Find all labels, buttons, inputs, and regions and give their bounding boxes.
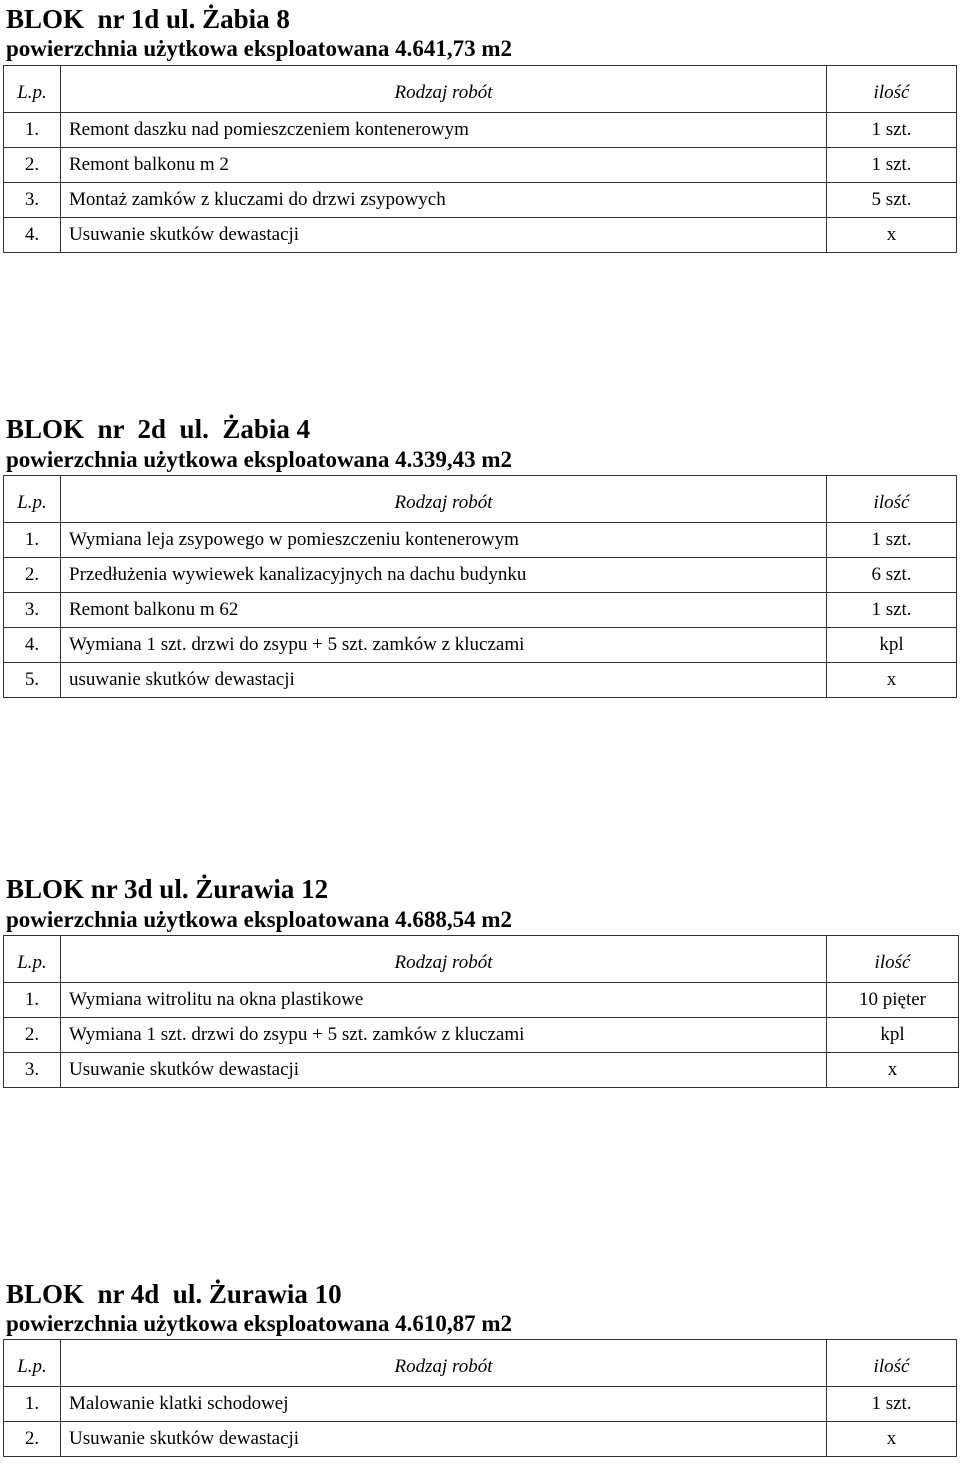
- row-rodzaj: Usuwanie skutków dewastacji: [61, 1053, 827, 1088]
- header-rodzaj: Rodzaj robót: [61, 476, 827, 523]
- row-ilosc: 1 szt.: [827, 593, 957, 628]
- row-lp: 1.: [4, 1387, 61, 1422]
- block-2-title: BLOK nr 2d ul. Żabia 4: [6, 414, 311, 444]
- row-rodzaj: Remont daszku nad pomieszczeniem kontenerowym: [61, 113, 827, 148]
- table-row: [4, 983, 959, 1018]
- header-ilosc: ilość: [827, 66, 957, 113]
- table-row: [4, 1422, 957, 1457]
- row-ilosc: 1 szt.: [827, 1387, 957, 1422]
- table-row: [4, 183, 957, 218]
- block-1-title: BLOK nr 1d ul. Żabia 8: [6, 4, 290, 34]
- header-ilosc: ilość: [827, 476, 957, 523]
- block-4-table: [3, 1339, 957, 1457]
- row-ilosc: 10 pięter: [827, 983, 959, 1018]
- header-ilosc: ilość: [827, 1340, 957, 1387]
- block-4-title: BLOK nr 4d ul. Żurawia 10: [6, 1279, 342, 1309]
- row-rodzaj: Montaż zamków z kluczami do drzwi zsypowych: [61, 183, 827, 218]
- row-rodzaj: Wymiana 1 szt. drzwi do zsypu + 5 szt. zamków z kluczami: [61, 1018, 827, 1053]
- table-row: [4, 1018, 959, 1053]
- row-ilosc: 5 szt.: [827, 183, 957, 218]
- table-row: [4, 593, 957, 628]
- header-lp: L.p.: [4, 936, 61, 983]
- block-2-subtitle: powierzchnia użytkowa eksploatowana 4.339,43 m2: [6, 447, 513, 472]
- row-lp: 5.: [4, 663, 61, 698]
- block-3-title: BLOK nr 3d ul. Żurawia 12: [6, 874, 329, 904]
- row-lp: 2.: [4, 1018, 61, 1053]
- table-row: [4, 1053, 959, 1088]
- table-row: [4, 1387, 957, 1422]
- row-rodzaj: Malowanie klatki schodowej: [61, 1387, 827, 1422]
- header-ilosc: ilość: [827, 936, 959, 983]
- table-row: [4, 523, 957, 558]
- table-row: [4, 218, 957, 253]
- block-2-table: [3, 475, 957, 698]
- row-rodzaj: Remont balkonu m 2: [61, 148, 827, 183]
- header-lp: L.p.: [4, 476, 61, 523]
- table-header-row: [4, 476, 957, 523]
- row-lp: 1.: [4, 113, 61, 148]
- table-row: [4, 113, 957, 148]
- row-lp: 4.: [4, 218, 61, 253]
- row-lp: 1.: [4, 983, 61, 1018]
- row-rodzaj: Wymiana 1 szt. drzwi do zsypu + 5 szt. zamków z kluczami: [61, 628, 827, 663]
- row-lp: 2.: [4, 148, 61, 183]
- table-header-row: [4, 1340, 957, 1387]
- table-row: [4, 663, 957, 698]
- header-lp: L.p.: [4, 1340, 61, 1387]
- row-lp: 1.: [4, 523, 61, 558]
- row-lp: 3.: [4, 1053, 61, 1088]
- row-ilosc: kpl: [827, 628, 957, 663]
- row-rodzaj: Przedłużenia wywiewek kanalizacyjnych na dachu budynku: [61, 558, 827, 593]
- row-ilosc: 6 szt.: [827, 558, 957, 593]
- table-header-row: [4, 66, 957, 113]
- row-ilosc: 1 szt.: [827, 148, 957, 183]
- row-lp: 2.: [4, 1422, 61, 1457]
- row-lp: 3.: [4, 593, 61, 628]
- row-ilosc: x: [827, 663, 957, 698]
- row-ilosc: x: [827, 1053, 959, 1088]
- block-4-subtitle: powierzchnia użytkowa eksploatowana 4.610,87 m2: [6, 1311, 513, 1336]
- row-rodzaj: Wymiana leja zsypowego w pomieszczeniu kontenerowym: [61, 523, 827, 558]
- row-ilosc: x: [827, 218, 957, 253]
- table-row: [4, 148, 957, 183]
- header-rodzaj: Rodzaj robót: [61, 936, 827, 983]
- header-rodzaj: Rodzaj robót: [61, 1340, 827, 1387]
- row-ilosc: 1 szt.: [827, 113, 957, 148]
- header-rodzaj: Rodzaj robót: [61, 66, 827, 113]
- table-header-row: [4, 936, 959, 983]
- row-rodzaj: Usuwanie skutków dewastacji: [61, 1422, 827, 1457]
- table-row: [4, 628, 957, 663]
- row-rodzaj: Remont balkonu m 62: [61, 593, 827, 628]
- block-3-table: [3, 935, 959, 1088]
- row-rodzaj: Usuwanie skutków dewastacji: [61, 218, 827, 253]
- row-ilosc: kpl: [827, 1018, 959, 1053]
- row-lp: 3.: [4, 183, 61, 218]
- row-ilosc: 1 szt.: [827, 523, 957, 558]
- row-lp: 4.: [4, 628, 61, 663]
- row-lp: 2.: [4, 558, 61, 593]
- header-lp: L.p.: [4, 66, 61, 113]
- block-3-subtitle: powierzchnia użytkowa eksploatowana 4.688,54 m2: [6, 907, 513, 932]
- row-rodzaj: Wymiana witrolitu na okna plastikowe: [61, 983, 827, 1018]
- table-row: [4, 558, 957, 593]
- row-ilosc: x: [827, 1422, 957, 1457]
- block-1-subtitle: powierzchnia użytkowa eksploatowana 4.641,73 m2: [6, 36, 513, 61]
- row-rodzaj: usuwanie skutków dewastacji: [61, 663, 827, 698]
- block-1-table: [3, 65, 957, 253]
